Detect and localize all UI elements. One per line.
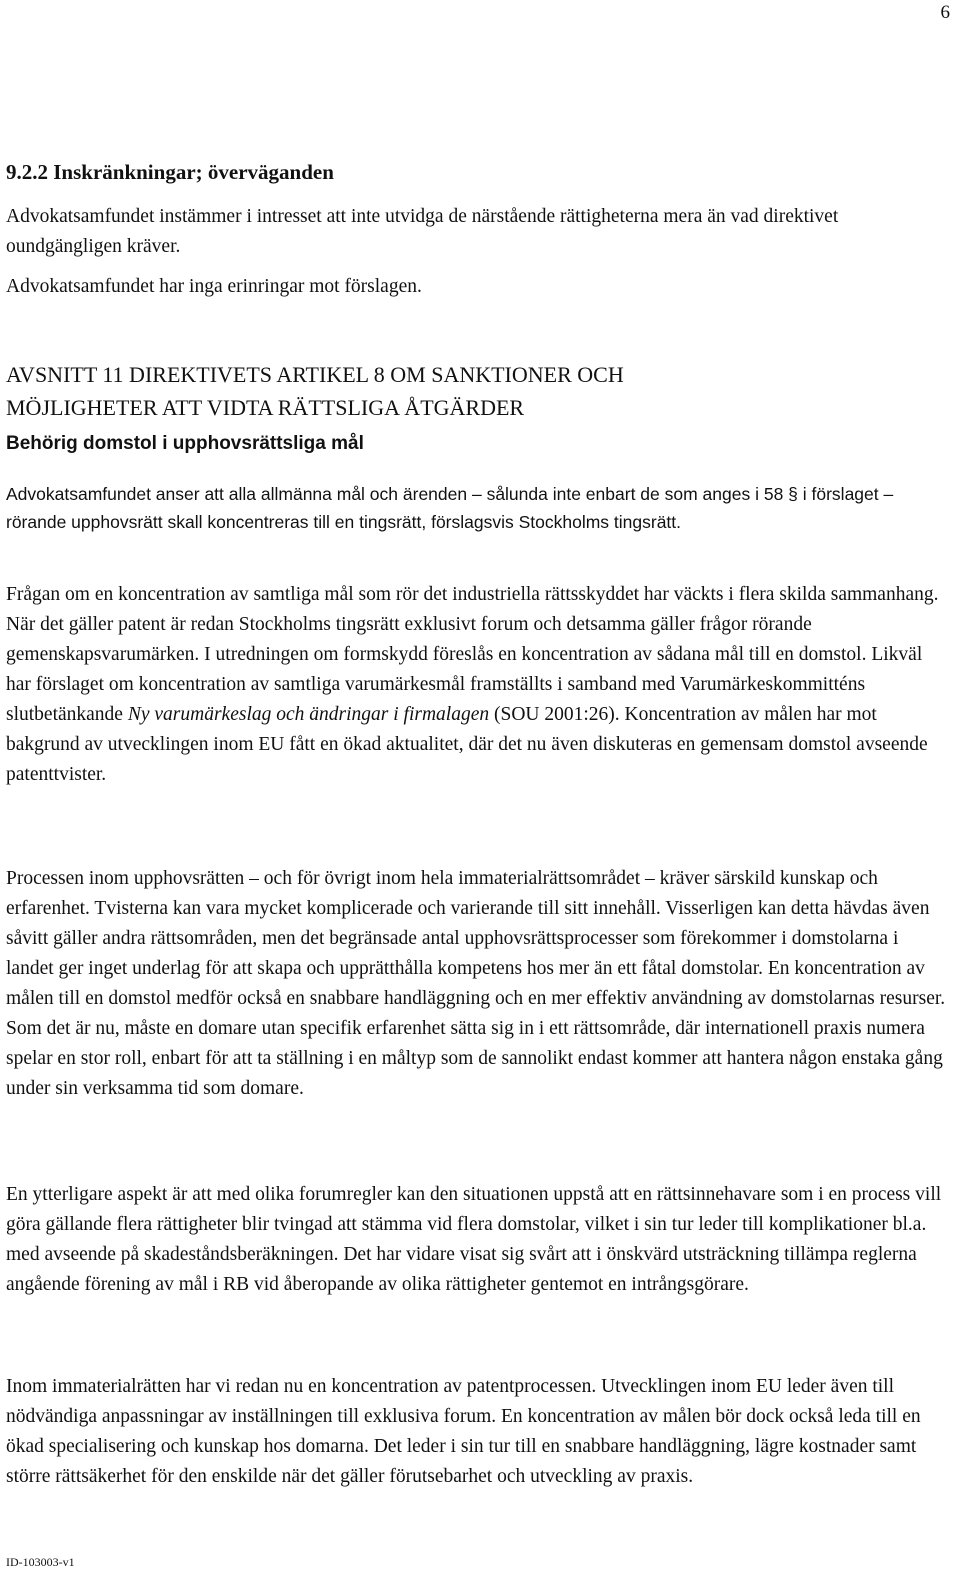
paragraph-fragan bbox=[6, 580, 948, 790]
subsection-title: 9.2.2 Inskränkningar; överväganden bbox=[6, 160, 334, 184]
paragraph-fragan-text-2: (SOU 2001:26). Koncentration av målen har mot bakgrund av utvecklingen inom EU fått en ökad aktualitet, där det nu även diskuteras en gemensam domstol avseende patenttvister. bbox=[6, 704, 928, 785]
paragraph-inom: Inom immaterialrätten har vi redan nu en koncentration av patentprocessen. Utvecklingen inom EU leder även till nödvändiga anpassningar av inställningen till exklusiva forum. En koncentration av målen bör dock också leda till en ökad specialisering och kunskap hos domarna. Det leder i sin tur till en snabbare handläggning, lägre kostnader samt större rättsäkerhet för den enskilde när det gäller förutsebarhet och utveckling av praxis. bbox=[6, 1376, 921, 1487]
report-title-italic: Ny varumärkeslag och ändringar i firmalagen bbox=[127, 704, 490, 725]
paragraph-instammer: Advokatsamfundet instämmer i intresset att inte utvidga de närstående rättigheterna mera än vad direktivet oundgängligen kräver. bbox=[6, 206, 839, 257]
paragraph-fragan-text-1: Frågan om en koncentration av samtliga mål som rör det industriella rättsskyddet har väckts i flera skilda sammanhang. När det gäller patent är redan Stockholms tingsrätt exklusivt forum och detsamma gäller frågor rörande gemenskapsvarumärken. I utredningen om formskydd föreslås en koncentration av sådana mål till en domstol. Likväl har förslaget om koncentration av samtliga varumärkesmål framställts i samband med Varumärkeskommitténs slutbetänkande bbox=[6, 584, 939, 725]
section-title bbox=[6, 358, 624, 424]
paragraph-ytterligare: En ytterligare aspekt är att med olika forumregler kan den situationen uppstå att en rättsinnehavare som i en process vill göra gällande flera rättigheter blir tvingad att stämma vid flera domstolar, vilket i sin tur leder till komplikationer bl.a. med avseende på skadeståndsberäkningen. Det har vidare visat sig svårt att i önskvärd utsträckning tillämpa reglerna angående förening av mål i RB vid åberopande av olika rättigheter gentemot en intrångsgörare. bbox=[6, 1184, 942, 1295]
paragraph-anser: Advokatsamfundet anser att alla allmänna mål och ärenden – sålunda inte enbart de som anges i 58 § i förslaget – rörande upphovsrätt skall koncentreras till en tingsrätt, förslagsvis Stockholms tingsrätt. bbox=[6, 484, 894, 532]
footer-doc-id: ID-103003-v1 bbox=[6, 1555, 75, 1569]
paragraph-erinringar: Advokatsamfundet har inga erinringar mot förslagen. bbox=[6, 276, 422, 297]
page-number: 6 bbox=[940, 2, 950, 23]
section-title-line1: AVSNITT 11 DIREKTIVETS ARTIKEL 8 OM SANKTIONER OCH bbox=[6, 362, 624, 387]
section-subheading: Behörig domstol i upphovsrättsliga mål bbox=[6, 433, 364, 454]
paragraph-processen: Processen inom upphovsrätten – och för övrigt inom hela immaterialrättsområdet – kräver särskild kunskap och erfarenhet. Tvisterna kan vara mycket komplicerade och varierande till sitt innehåll. Visserligen kan detta hävdas även såvitt gäller andra rättsområden, men det begränsade antal upphovsrättsprocesser som förekommer i domstolarna i landet ger inget underlag för att skapa och upprätthålla kompetens hos mer än ett fåtal domstolar. En koncentration av målen till en domstol medför också en snabbare handläggning och en mer effektiv användning av domstolarnas resurser. Som det är nu, måste en domare utan specifik erfarenhet sätta sig in i ett rättsområde, där internationell praxis numera spelar en stor roll, enbart för att ta ställning i en måltyp som de sannolikt endast kommer att hantera någon enstaka gång under sin verksamma tid som domare. bbox=[6, 868, 946, 1099]
section-title-line2: MÖJLIGHETER ATT VIDTA RÄTTSLIGA ÅTGÄRDER bbox=[6, 395, 525, 420]
